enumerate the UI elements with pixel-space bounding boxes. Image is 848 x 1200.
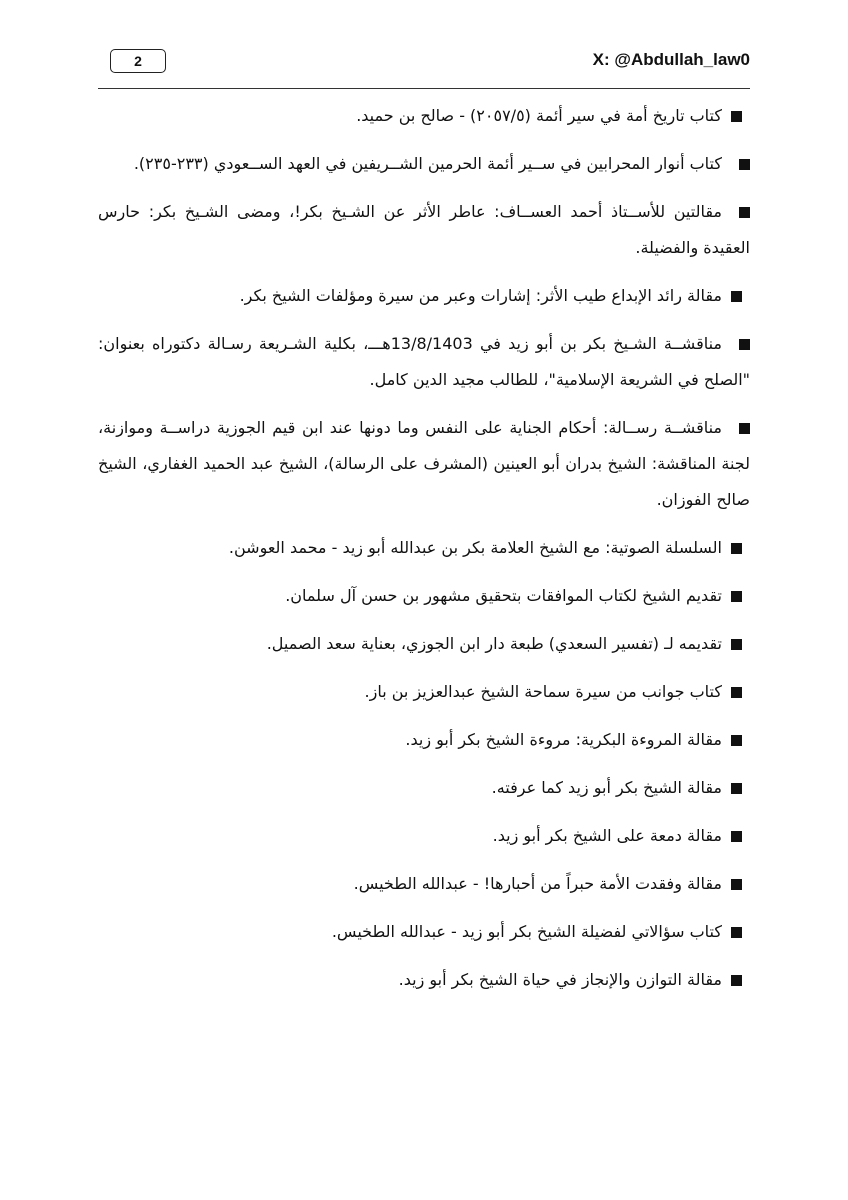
list-item <box>98 278 750 314</box>
author-handle: X: @Abdullah_law0 <box>592 50 750 69</box>
list-item-text: كتاب جوانب من سيرة سماحة الشيخ عبدالعزيز بن باز. <box>364 682 722 701</box>
square-bullet-icon <box>731 591 742 602</box>
list-item-text: مناقشــة رســالة: أحكام الجناية على النفس وما دونها عند ابن قيم الجوزية دراســة وموازنة، لجنة المناقشة: الشيخ بدران أبو العينين (المشرف على الرسالة)، الشيخ عبد الحميد الغفاري، الشيخ صالح الفوزان. <box>98 418 750 509</box>
list-item <box>98 722 750 758</box>
square-bullet-icon <box>731 975 742 986</box>
square-bullet-icon <box>739 207 750 218</box>
list-item-text: كتاب تاريخ أمة في سير أئمة (٢٠٥٧/٥) - صالح بن حميد. <box>356 106 722 125</box>
list-item-text: مقالة الشيخ بكر أبو زيد كما عرفته. <box>491 778 722 797</box>
square-bullet-icon <box>731 639 742 650</box>
square-bullet-icon <box>739 423 750 434</box>
page-header <box>98 44 750 92</box>
list-item <box>98 962 750 998</box>
list-item-text: مقالة التوازن والإنجاز في حياة الشيخ بكر أبو زيد. <box>398 970 722 989</box>
list-item <box>98 770 750 806</box>
header-divider <box>98 88 750 89</box>
list-item <box>98 146 750 182</box>
list-item-text: مقالة دمعة على الشيخ بكر أبو زيد. <box>492 826 722 845</box>
square-bullet-icon <box>731 879 742 890</box>
list-item-text: السلسلة الصوتية: مع الشيخ العلامة بكر بن عبدالله أبو زيد - محمد العوشن. <box>228 538 722 557</box>
list-item-text: كتاب سؤالاتي لفضيلة الشيخ بكر أبو زيد - عبدالله الطخيس. <box>331 922 722 941</box>
square-bullet-icon <box>731 735 742 746</box>
list-item <box>98 674 750 710</box>
square-bullet-icon <box>739 159 750 170</box>
square-bullet-icon <box>731 927 742 938</box>
list-item <box>98 818 750 854</box>
square-bullet-icon <box>739 339 750 350</box>
square-bullet-icon <box>731 687 742 698</box>
references-list <box>98 98 750 1010</box>
list-item-text: تقديم الشيخ لكتاب الموافقات بتحقيق مشهور بن حسن آل سلمان. <box>285 586 722 605</box>
list-item-text: كتاب أنوار المحرابين في ســير أئمة الحرمين الشــريفين في العهد الســعودي (٢٣٣-٢٣٥). <box>133 154 722 173</box>
list-item-text: تقديمه لـ (تفسير السعدي) طبعة دار ابن الجوزي، بعناية سعد الصميل. <box>266 634 722 653</box>
page-number: 2 <box>110 49 166 73</box>
list-item <box>98 578 750 614</box>
list-item-text: مقالة المروءة البكرية: مروءة الشيخ بكر أبو زيد. <box>405 730 722 749</box>
list-item-text: مقالة رائد الإبداع طيب الأثر: إشارات وعبر من سيرة ومؤلفات الشيخ بكر. <box>239 286 722 305</box>
square-bullet-icon <box>731 831 742 842</box>
square-bullet-icon <box>731 543 742 554</box>
list-item <box>98 326 750 398</box>
list-item <box>98 626 750 662</box>
list-item <box>98 914 750 950</box>
square-bullet-icon <box>731 291 742 302</box>
square-bullet-icon <box>731 111 742 122</box>
square-bullet-icon <box>731 783 742 794</box>
list-item <box>98 98 750 134</box>
list-item <box>98 410 750 518</box>
list-item-text: مناقشــة الشـيخ بكر بن أبو زيد في 13/8/1403هـــ، بكلية الشـريعة رسـالة دكتوراه بعنوان: "الصلح في الشريعة الإسلامية"، للطالب مجيد الدين كامل. <box>98 334 750 389</box>
list-item-text: مقالة وفقدت الأمة حبراً من أحبارها! - عبدالله الطخيس. <box>353 874 722 893</box>
list-item <box>98 866 750 902</box>
list-item <box>98 530 750 566</box>
list-item-text: مقالتين للأســتاذ أحمد العســاف: عاطر الأثر عن الشـيخ بكر!، ومضى الشـيخ بكر: حارس العقيدة والفضيلة. <box>98 202 750 257</box>
list-item <box>98 194 750 266</box>
